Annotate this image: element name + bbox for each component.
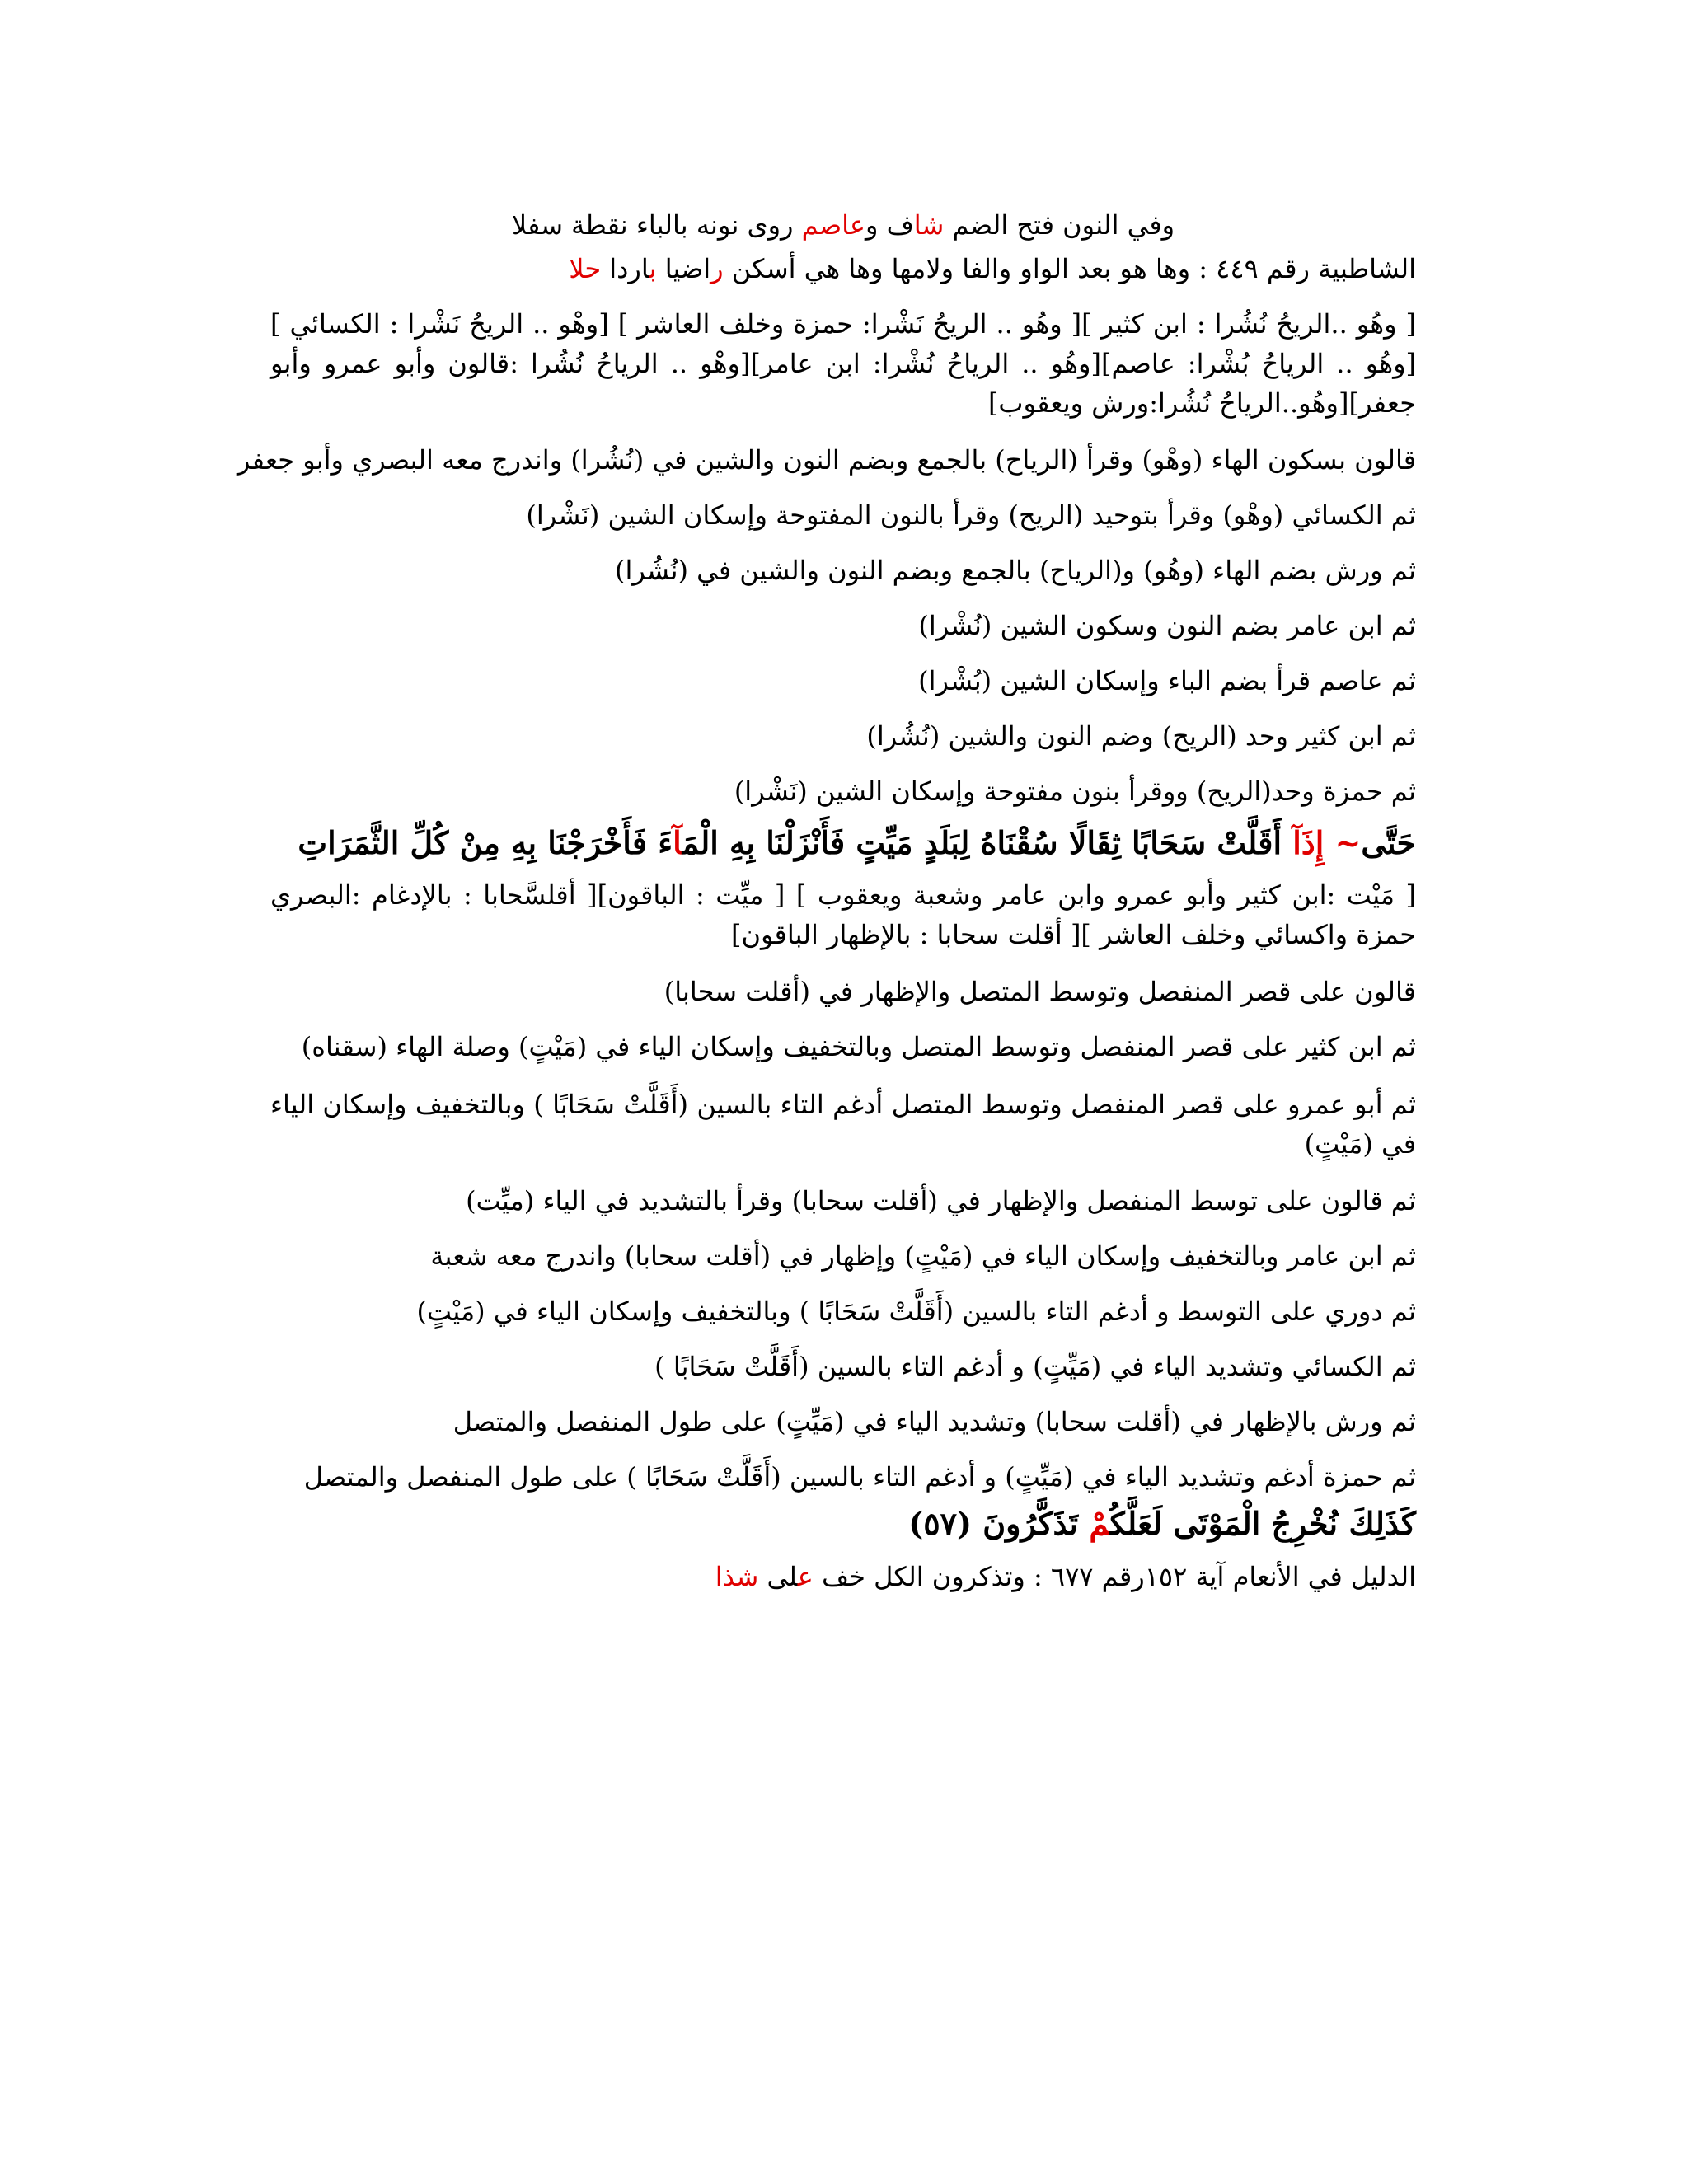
explanation-line: ثم حمزة وحد(الريح) ووقرأ بنون مفتوحة وإسكان الشين (نَشْرا) [734,776,1416,807]
explanation-line: ثم قالون على توسط المنفصل والإظهار في (أقلت سحابا) وقرأ بالتشديد في الياء (ميِّت) [466,1185,1416,1216]
explanation-line: قالون على قصر المنفصل وتوسط المتصل والإظهار في (أقلت سحابا) [663,976,1416,1007]
reader-code: ع [797,1561,814,1592]
explanation-line: ثم ورش بالإظهار في (أقلت سحابا) وتشديد الياء في (مَيِّتٍ) على طول المنفصل والمتصل [452,1406,1416,1437]
explanation-line: قالون بسكون الهاء (وهْو) وقرأ (الرياح) بالجمع وبضم النون والشين في (نُشُرا) واندرج معه البصري وأبو جعفر [237,444,1416,476]
readings-summary-paragraph: [ وهُو ..الريحُ نُشُرا : ابن كثير ][ وهُو .. الريحُ نَشْرا: حمزة وخلف العاشر ] [وهْو .. الريحُ نَشْرا : الكسائي ][وهُو .. الرياحُ بُشْرا: عاصم][وهُو .. الرياحُ نُشْرا: ابن عامر][وهْو .. الرياحُ نُشُرا :قالون وأبو عمرو وأبو جعفر][وهُو..الرياحُ نُشُرا:ورش ويعقوب] [270,308,1417,419]
explanation-line: ثم ابن كثير على قصر المنفصل وتوسط المتصل وبالتخفيف وإسكان الياء في (مَيْتٍ) وصلة الهاء (سقناه) [301,1031,1416,1062]
explanation-line: ثم الكسائي وتشديد الياء في (مَيِّتٍ) و أدغم التاء بالسين (أَقَلَّتْ سَحَابًا ) [654,1351,1416,1382]
shatibiyya-verse-line: وفي النون فتح الضم شاف وعاصم روى نونه بالباء نقطة سفلا [511,209,1175,241]
reader-code: ر [710,253,724,284]
quran-verse-line: حَتَّى~ إِذَآ أَقَلَّتْ سَحَابًا ثِقَالًا سُقْنَاهُ لِبَلَدٍ مَيِّتٍ فَأَنْزَلْنَا بِهِ الْمَآءَ فَأَخْرَجْنَا بِهِ مِنْ كُلِّ الثَّمَرَاتِ [298,824,1416,861]
explanation-line: ثم أبو عمرو على قصر المنفصل وتوسط المتصل أدغم التاء بالسين (أَقَلَّتْ سَحَابًا ) وبالتخفيف وإسكان الياء في (مَيْتٍ) [270,1089,1416,1160]
explanation-line: ثم ابن عامر بضم النون وسكون الشين (نُشْرا) [918,610,1416,641]
verse-highlight: مْ [1089,1505,1110,1542]
reader-name-highlight: عاصم [801,209,865,241]
reader-code: شا [913,209,945,241]
explanation-line: ثم ورش بضم الهاء (وهُو) و(الرياح) بالجمع وبضم النون والشين في (نُشُرا) [615,555,1416,586]
reader-code: شذا [715,1561,759,1592]
shatibiyya-reference-line: الشاطبية رقم ٤٤٩ : وها هو بعد الواو والفا ولامها وها هي أسكن راضيا باردا حلا [569,253,1416,284]
quran-verse-line: كَذَلِكَ نُخْرِجُ الْمَوْتَى لَعَلَّكُمْ تَذَكَّرُونَ (٥٧) [908,1505,1416,1542]
explanation-line: ثم ابن كثير وحد (الريح) وضم النون والشين (نُشُرا) [866,720,1416,752]
explanation-line: ثم حمزة أدغم وتشديد الياء في (مَيِّتٍ) و أدغم التاء بالسين (أَقَلَّتْ سَحَابًا ) على طول المنفصل والمتصل [303,1461,1416,1493]
readings-summary-paragraph: [ مَيْت :ابن كثير وأبو عمرو وابن عامر وشعبة ويعقوب ] [ ميِّت : الباقون][ أقلسَّحابا : بالإدغام :البصري حمزة واكسائي وخلف العاشر ][ أقلت سحابا : بالإظهار الباقون] [270,879,1417,950]
verse-highlight: آ [673,824,682,861]
reader-code: حلا [569,253,602,284]
verse-highlight: ~ إِذَآ [1292,824,1362,861]
explanation-line: ثم عاصم قرأ بضم الباء وإسكان الشين (بُشْرا) [918,665,1416,696]
explanation-line: ثم الكسائي (وهْو) وقرأ بتوحيد (الريح) وقرأ بالنون المفتوحة وإسكان الشين (نَشْرا) [526,499,1416,531]
evidence-line: الدليل في الأنعام آية ١٥٢رقم ٦٧٧ : وتذكرون الكل خف على شذا [715,1561,1416,1592]
explanation-line: ثم ابن عامر وبالتخفيف وإسكان الياء في (مَيْتٍ) وإظهار في (أقلت سحابا) واندرج معه شعبة [430,1240,1416,1272]
explanation-line: ثم دوري على التوسط و أدغم التاء بالسين (أَقَلَّتْ سَحَابًا ) وبالتخفيف وإسكان الياء في (مَيْتٍ) [416,1296,1416,1327]
reader-code: ب [649,253,657,284]
